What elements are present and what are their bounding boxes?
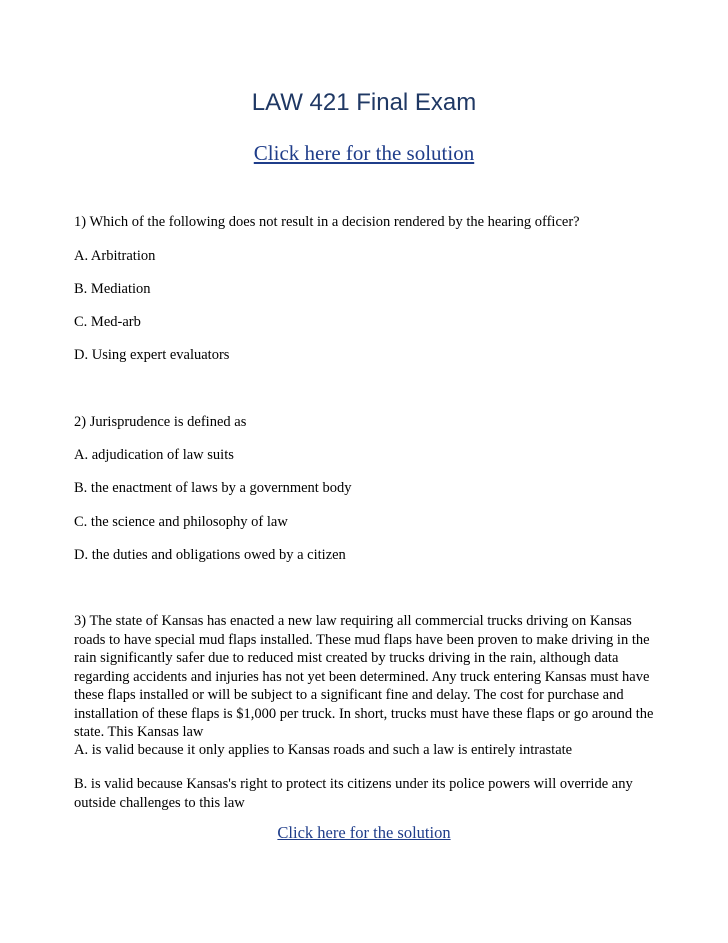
question-2-text: 2) Jurisprudence is defined as [74, 414, 247, 430]
question-1-option-b: B. Mediation [74, 281, 151, 297]
question-1-text: 1) Which of the following does not result in a decision rendered by the hearing officer? [74, 214, 580, 230]
question-3-text: 3) The state of Kansas has enacted a new law requiring all commercial trucks driving on Kansas roads to have special mud flaps installed. These mud flaps have been proven to make driving in the rain significantly safer due to reduced mist created by trucks driving in the rain, although data regarding accidents and injuries has not yet been determined. Any truck entering Kansas must have these flaps installed or will be subject to a significant fine and delay. The cost for purchase and installation of these flaps is $1,000 per truck. In short, trucks must have these flaps or go around the state. This Kansas law [74, 613, 654, 740]
solution-link-bottom[interactable]: Click here for the solution [277, 823, 451, 842]
question-2-option-b: B. the enactment of laws by a government body [74, 480, 352, 496]
question-2-option-a: A. adjudication of law suits [74, 447, 234, 463]
question-1-option-c: C. Med-arb [74, 314, 141, 330]
solution-link-top[interactable]: Click here for the solution [253, 141, 475, 165]
question-3-option-a: A. is valid because it only applies to Kansas roads and such a law is entirely intrastate [74, 742, 573, 758]
question-2-option-d: D. the duties and obligations owed by a citizen [74, 547, 346, 563]
question-1-option-d: D. Using expert evaluators [74, 347, 230, 363]
document-title: LAW 421 Final Exam [251, 89, 477, 116]
question-3-option-b: B. is valid because Kansas's right to protect its citizens under its police powers will override any outside challenges to this law [74, 776, 633, 811]
question-1-option-a: A. Arbitration [74, 248, 156, 264]
question-2-option-c: C. the science and philosophy of law [74, 514, 288, 530]
